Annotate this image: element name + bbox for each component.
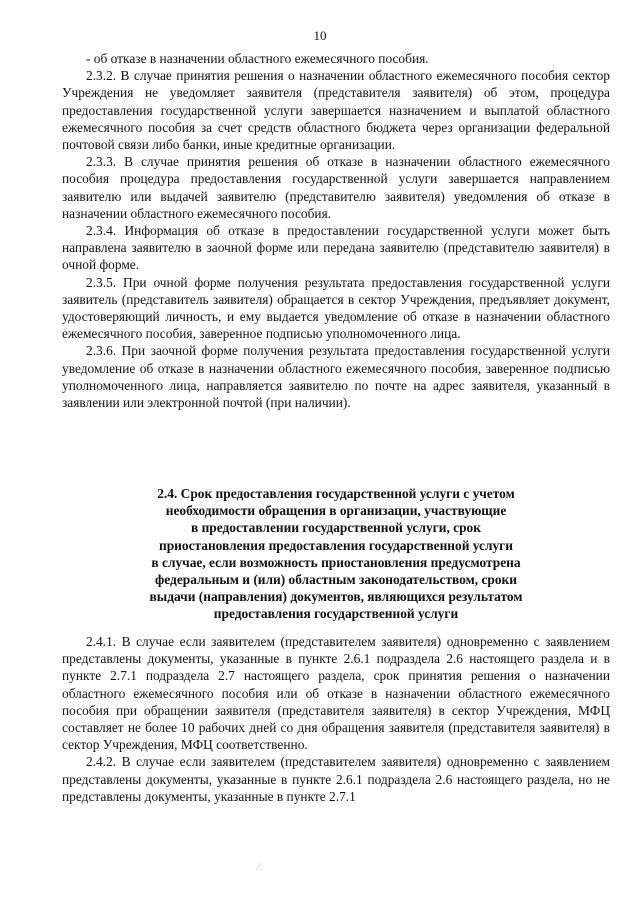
paragraph-2-3-4: 2.3.4. Информация об отказе в предоставлении государственной услуги может быть направлена заявителю в заочной форме или передана заявителю (представителю заявителя) в очной форме. [62,223,610,273]
heading-line: предоставления государственной услуги [213,606,459,622]
heading-line: федеральным и (или) областным законодательством, сроки [155,572,517,588]
scan-mark: ⁄. [258,862,263,873]
page-number: 10 [313,28,327,43]
heading-line: в случае, если возможность приостановления предусмотрена [151,554,521,570]
paragraph-2-4-2: 2.4.2. В случае если заявителем (представителем заявителя) одновременно с заявлением представлены документы, указанные в пункте 2.6.1 подраздела 2.6 настоящего раздела, но не представлены документы, указанные в пункте 2.7.1 [62,754,610,804]
paragraph-2-3-6: 2.3.6. При заочной форме получения результата предоставления государственной услуги уведомление об отказе в назначении областного ежемесячного пособия, заверенное подписью уполномоченного лица, направляется заявителю по почте на адрес заявителя, указанный в заявлении или электронной почтой (при наличии). [62,343,610,411]
paragraph-2-3-2: 2.3.2. В случае принятия решения о назначении областного ежемесячного пособия сектор Учреждения не уведомляет заявителя (представителя заявителя) об этом, процедура предоставления государственной услуги завершается назначением и выплатой областного ежемесячного пособия за счет средств областного бюджета через организации федеральной почтовой связи либо банки, иные кредитные организации. [62,68,610,153]
heading-line: приостановления предоставления государственной услуги [159,537,513,553]
paragraph-2-4-1: 2.4.1. В случае если заявителем (представителем заявителя) одновременно с заявлением представлены документы, указанные в пункте 2.6.1 подраздела 2.6 настоящего раздела и в пункте 2.7.1 подраздела 2.7 настоящего раздела, срок принятия решения о назначении областного ежемесячного пособия или об отказе в назначении областного ежемесячного пособия при обращении заявителя (представителя заявителя) в сектор Учреждения, МФЦ составляет не более 10 рабочих дней со дня обращения заявителя (представителя заявителя) в сектор Учреждения, МФЦ соответственно. [62,634,610,753]
section-heading-2-4 [98,485,574,623]
lower-text-block [62,633,610,805]
heading-line: необходимости обращения в организации, участвующие [165,503,507,519]
paragraph-list-item: - об отказе в назначении областного ежемесячного пособия. [86,51,429,66]
paragraph-2-3-3: 2.3.3. В случае принятия решения об отказе в назначении областного ежемесячного пособия процедура предоставления государственной услуги завершается направлением заявителю или выдачей заявителю (представителю заявителя) уведомления об отказе в назначении областного ежемесячного пособия. [62,154,610,221]
paragraph-2-3-5: 2.3.5. При очной форме получения результата предоставления государственной услуги заявитель (представитель заявителя) обращается в сектор Учреждения, предъявляет документ, удостоверяющий личность, и ему выдается уведомление об отказе в назначении областного ежемесячного пособия, заверенное подписью уполномоченного лица. [62,274,610,342]
heading-line: в предоставлении государственной услуги, срок [191,520,481,536]
upper-text-block [62,50,610,411]
heading-line: 2.4. Срок предоставления государственной услуги с учетом [157,486,515,501]
heading-line: выдачи (направления) документов, являющихся результатом [149,589,523,605]
